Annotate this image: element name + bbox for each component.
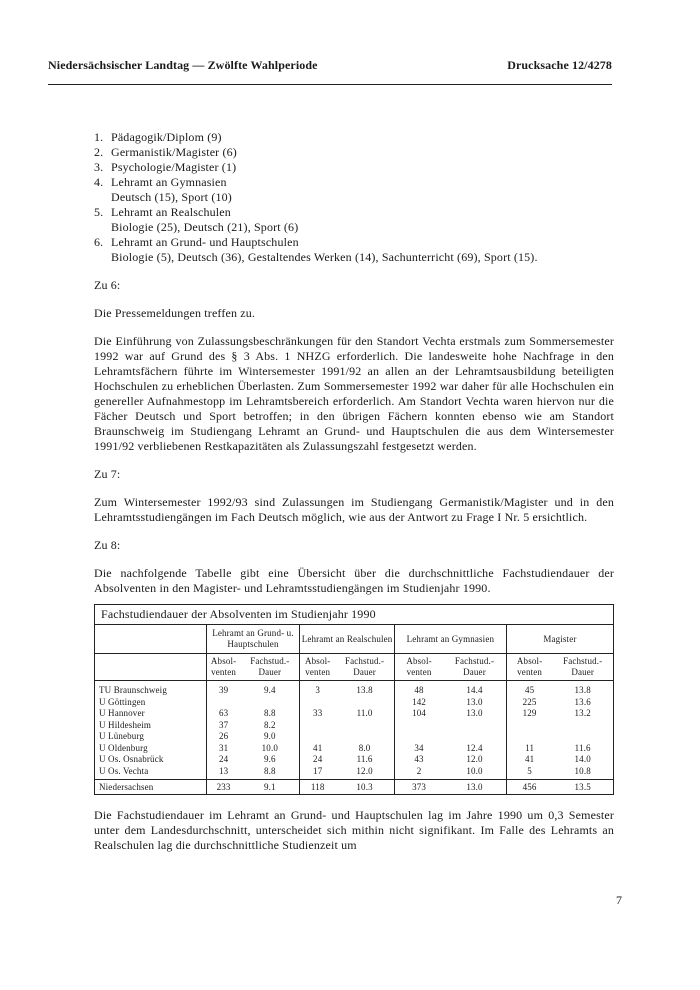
university-name: U Oldenburg xyxy=(99,742,148,753)
graduates-cell: 24 xyxy=(300,754,336,766)
graduates-cell: 129 xyxy=(506,708,552,720)
section-heading-zu8: Zu 8: xyxy=(94,538,121,552)
list-item xyxy=(94,205,614,235)
list-item-title: Lehramt an Grund- und Hauptschulen xyxy=(111,235,299,249)
university-name: Niedersachsen xyxy=(95,780,206,795)
graduates-cell xyxy=(206,697,240,709)
list-item xyxy=(94,235,614,265)
duration-cell: 9.1 xyxy=(240,780,299,795)
university-name: U Göttingen xyxy=(99,696,146,707)
duration-cell: 13.5 xyxy=(552,780,613,795)
graduates-cell: 5 xyxy=(506,766,552,780)
duration-cell xyxy=(443,720,506,732)
duration-cell: 13.0 xyxy=(466,696,483,707)
list-item-detail: Biologie (25), Deutsch (21), Sport (6) xyxy=(111,220,299,234)
graduates-cell: 13 xyxy=(206,766,240,780)
graduates-cell xyxy=(300,731,336,743)
graduates-cell: 2 xyxy=(394,766,443,780)
graduates-cell: 34 xyxy=(394,743,443,755)
list-item-title: Pädagogik/Diplom (9) xyxy=(111,130,222,144)
list-item-number: 3. xyxy=(94,160,104,174)
list-item-title: Lehramt an Gymnasien xyxy=(111,175,227,189)
section-heading-zu6: Zu 6: xyxy=(94,278,121,292)
paragraph: Die Pressemeldungen treffen zu. xyxy=(94,306,256,320)
column-header: Fachstud.- Dauer xyxy=(552,654,613,681)
duration-cell xyxy=(240,697,299,709)
paragraph: Die nachfolgende Tabelle gibt eine Übersicht über die durchschnittliche Fachstudiendauer der Absolventen in den Magister- und Lehramtsstudiengängen im Studienjahr 1990. xyxy=(94,566,614,595)
graduates-cell: 43 xyxy=(394,754,443,766)
graduates-cell: 63 xyxy=(206,708,240,720)
graduates-cell xyxy=(506,720,552,732)
study-program-list xyxy=(94,130,614,265)
graduates-cell: 26 xyxy=(206,731,240,743)
duration-cell: 10.8 xyxy=(574,765,591,776)
duration-cell: 9.6 xyxy=(263,754,276,765)
list-item-title: Psychologie/Magister (1) xyxy=(111,160,237,174)
graduates-cell: 39 xyxy=(206,681,240,697)
university-name: U Lüneburg xyxy=(99,731,145,742)
graduates-cell xyxy=(506,731,552,743)
graduates-cell: 11 xyxy=(506,743,552,755)
graduates-cell: 225 xyxy=(506,697,552,709)
table-total-row xyxy=(95,780,613,795)
duration-cell: 13.0 xyxy=(443,780,506,795)
column-header: Fachstud.- Dauer xyxy=(443,654,506,681)
duration-cell: 12.4 xyxy=(466,742,483,753)
graduates-cell: 233 xyxy=(206,780,240,795)
column-header: Fachstud.- Dauer xyxy=(335,654,394,681)
duration-cell xyxy=(335,720,394,732)
list-item-number: 1. xyxy=(94,130,104,144)
duration-cell: 9.4 xyxy=(263,685,276,696)
table-row xyxy=(95,681,613,697)
column-header: Fachstud.- Dauer xyxy=(240,654,299,681)
duration-cell: 10.3 xyxy=(335,780,394,795)
list-item-title: Lehramt an Realschulen xyxy=(111,205,231,219)
duration-cell xyxy=(335,731,394,743)
list-item-number: 5. xyxy=(94,205,104,219)
duration-cell: 13.0 xyxy=(466,708,483,719)
graduates-cell xyxy=(394,720,443,732)
list-item-title: Germanistik/Magister (6) xyxy=(111,145,237,159)
duration-cell: 10.0 xyxy=(261,742,278,753)
duration-cell: 12.0 xyxy=(466,754,483,765)
graduates-cell xyxy=(300,720,336,732)
duration-cell: 8.0 xyxy=(358,742,371,753)
table-row xyxy=(95,708,613,720)
column-group-header: Magister xyxy=(506,625,613,654)
document-body xyxy=(94,130,614,853)
duration-cell xyxy=(443,731,506,743)
university-name: U Hannover xyxy=(99,708,145,719)
graduates-cell: 142 xyxy=(394,697,443,709)
duration-cell: 11.0 xyxy=(356,708,373,719)
paragraph: Zum Wintersemester 1992/93 sind Zulassungen im Studiengang Germanistik/Magister und in den Lehramtsstudiengängen im Fach Deutsch möglich, wie aus der Antwort zu Frage I Nr. 5 ersichtlich. xyxy=(94,495,614,524)
university-name: TU Braunschweig xyxy=(99,685,167,696)
graduates-cell: 17 xyxy=(300,766,336,780)
duration-cell xyxy=(552,720,613,732)
graduates-cell: 41 xyxy=(300,743,336,755)
document-number: Drucksache 12/4278 xyxy=(507,58,612,72)
table-row xyxy=(95,697,613,709)
header-title: Niedersächsischer Landtag — Zwölfte Wahlperiode xyxy=(48,58,318,72)
graduates-cell: 41 xyxy=(506,754,552,766)
duration-cell xyxy=(552,731,613,743)
table-row xyxy=(95,766,613,780)
duration-cell: 8.8 xyxy=(263,765,276,776)
list-item xyxy=(94,145,614,160)
table-row xyxy=(95,754,613,766)
study-duration-table xyxy=(94,604,614,795)
column-group-header: Lehramt an Realschulen xyxy=(300,625,395,654)
column-group-header: Lehramt an Grund- u. Hauptschulen xyxy=(206,625,299,654)
graduates-cell: 24 xyxy=(206,754,240,766)
column-group-header: Lehramt an Gymnasien xyxy=(394,625,506,654)
table-row xyxy=(95,743,613,755)
duration-cell: 13.8 xyxy=(356,685,373,696)
list-item-detail: Deutsch (15), Sport (10) xyxy=(111,190,232,204)
graduates-cell: 45 xyxy=(506,681,552,697)
list-item xyxy=(94,160,614,175)
table-row xyxy=(95,720,613,732)
graduates-cell: 33 xyxy=(300,708,336,720)
table-title: Fachstudiendauer der Absolventen im Studienjahr 1990 xyxy=(95,605,613,625)
header-divider xyxy=(48,84,612,85)
duration-cell: 9.0 xyxy=(263,731,276,742)
university-name: U Os. Osnabrück xyxy=(99,754,164,765)
section-heading-zu7: Zu 7: xyxy=(94,467,121,481)
duration-cell xyxy=(335,697,394,709)
duration-cell: 14.0 xyxy=(574,754,591,765)
graduates-cell: 31 xyxy=(206,743,240,755)
duration-cell: 13.8 xyxy=(574,685,591,696)
university-name: U Os. Vechta xyxy=(99,765,149,776)
list-item-number: 4. xyxy=(94,175,104,189)
duration-cell: 12.0 xyxy=(356,765,373,776)
column-header: Absol- venten xyxy=(206,654,240,681)
list-item xyxy=(94,130,614,145)
graduates-cell: 48 xyxy=(394,681,443,697)
page-number: 7 xyxy=(616,893,622,907)
table-body xyxy=(95,681,613,795)
table-row xyxy=(95,731,613,743)
graduates-cell: 456 xyxy=(506,780,552,795)
graduates-cell xyxy=(300,697,336,709)
graduates-cell: 118 xyxy=(300,780,336,795)
list-item-number: 2. xyxy=(94,145,104,159)
paragraph: Die Einführung von Zulassungsbeschränkungen für den Standort Vechta erstmals zum Sommersemester 1992 war auf Grund des § 3 Abs. 1 NHZG erforderlich. Die landesweite hohe Nachfrage in den Lehramtsfächern führte im Wintersemester 1991/92 an allen an der Lehramtsausbildung beteiligten Hochschulen zu erheblichen Überlasten. Zum Sommersemester 1992 war daher für alle Hochschulen ein genereller Aufnahmestopp im Lehramtsbereich erforderlich. Am Standort Vechta waren hiervon nur die Fächer Deutsch und Sport betroffen; in den übrigen Fächern konnten ebenso wie am Standort Braunschweig im Studiengang Lehramt an Grund- und Hauptschulen die aus dem Wintersemester 1991/92 verbliebenen Restkapazitäten als Zulassungszahl festgesetzt werden. xyxy=(94,334,614,453)
graduates-cell: 104 xyxy=(394,708,443,720)
column-header: Absol- venten xyxy=(506,654,552,681)
duration-cell: 11.6 xyxy=(356,754,373,765)
duration-cell: 8.2 xyxy=(263,719,276,730)
list-item xyxy=(94,175,614,205)
page-header xyxy=(48,58,612,73)
graduates-cell: 3 xyxy=(300,681,336,697)
graduates-cell: 37 xyxy=(206,720,240,732)
duration-cell: 10.0 xyxy=(466,765,483,776)
duration-cell: 14.4 xyxy=(466,685,483,696)
column-header: Absol- venten xyxy=(394,654,443,681)
graduates-cell xyxy=(394,731,443,743)
duration-cell: 13.6 xyxy=(574,696,591,707)
graduates-cell: 373 xyxy=(394,780,443,795)
paragraph: Die Fachstudiendauer im Lehramt an Grund- und Hauptschulen lag im Jahre 1990 um 0,3 Semester unter dem Landesdurchschnitt, unterscheidet sich mithin nicht signifikant. Im Falle des Lehramts an Realschulen lag die durchschnittliche Studienzeit um xyxy=(94,808,614,852)
list-item-detail: Biologie (5), Deutsch (36), Gestaltendes Werken (14), Sachunterricht (69), Sport (15). xyxy=(111,250,538,264)
table-corner xyxy=(95,625,206,654)
list-item-number: 6. xyxy=(94,235,104,249)
duration-cell: 13.2 xyxy=(574,708,591,719)
duration-cell: 11.6 xyxy=(574,742,591,753)
duration-cell: 8.8 xyxy=(263,708,276,719)
university-name: U Hildesheim xyxy=(99,719,152,730)
column-header: Absol- venten xyxy=(300,654,336,681)
